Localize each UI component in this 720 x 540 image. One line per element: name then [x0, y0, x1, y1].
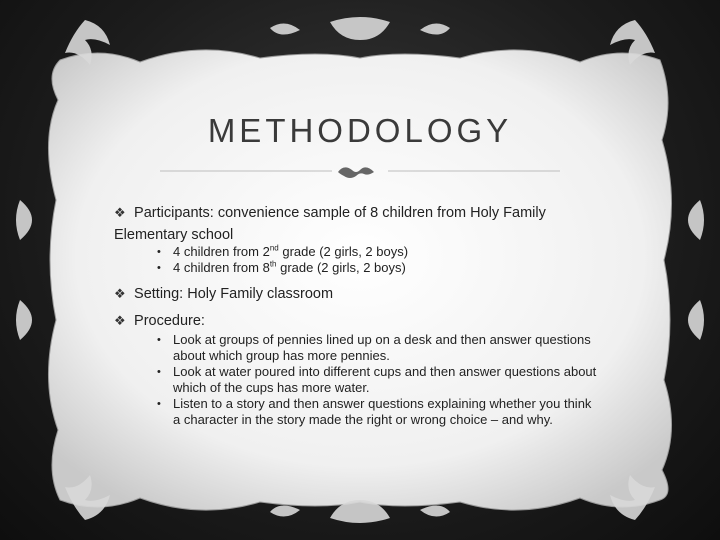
participants-sublist [157, 244, 597, 276]
list-item: • Look at groups of pennies lined up on a desk and then answer questions about which group has more pennies. [157, 332, 591, 363]
participants-text: Participants: convenience sample of 8 children from Holy Family Elementary school [114, 205, 546, 243]
procedure-sublist [157, 332, 597, 428]
diamond-bullet-icon: ❖ [114, 286, 126, 301]
diamond-bullet-icon: ❖ [114, 313, 126, 328]
bullet-dot-icon: • [157, 246, 161, 258]
setting-text: Setting: Holy Family classroom [134, 286, 334, 302]
list-item: • 4 children from 2nd grade (2 girls, 2 boys) [157, 243, 409, 259]
diamond-bullet-icon: ❖ [114, 205, 126, 220]
bullet-dot-icon: • [157, 262, 161, 274]
procedure-text: Procedure: [134, 313, 205, 329]
slide-title: METHODOLOGY [207, 112, 513, 149]
bullet-dot-icon: • [157, 334, 161, 346]
list-item: • Listen to a story and then answer questions explaining whether you think a character in the story made the right or wrong choice – and why. [157, 396, 592, 427]
list-item: • 4 children from 8th grade (2 girls, 2 boys) [157, 259, 406, 275]
procedure-bullet [114, 313, 205, 329]
bullet-dot-icon: • [157, 398, 161, 410]
setting-bullet [114, 286, 333, 302]
bullet-dot-icon: • [157, 366, 161, 378]
list-item: • Look at water poured into different cups and then answer questions about which of the cups has more water. [157, 364, 597, 395]
title-divider [160, 162, 560, 186]
participants-bullet [114, 202, 584, 246]
